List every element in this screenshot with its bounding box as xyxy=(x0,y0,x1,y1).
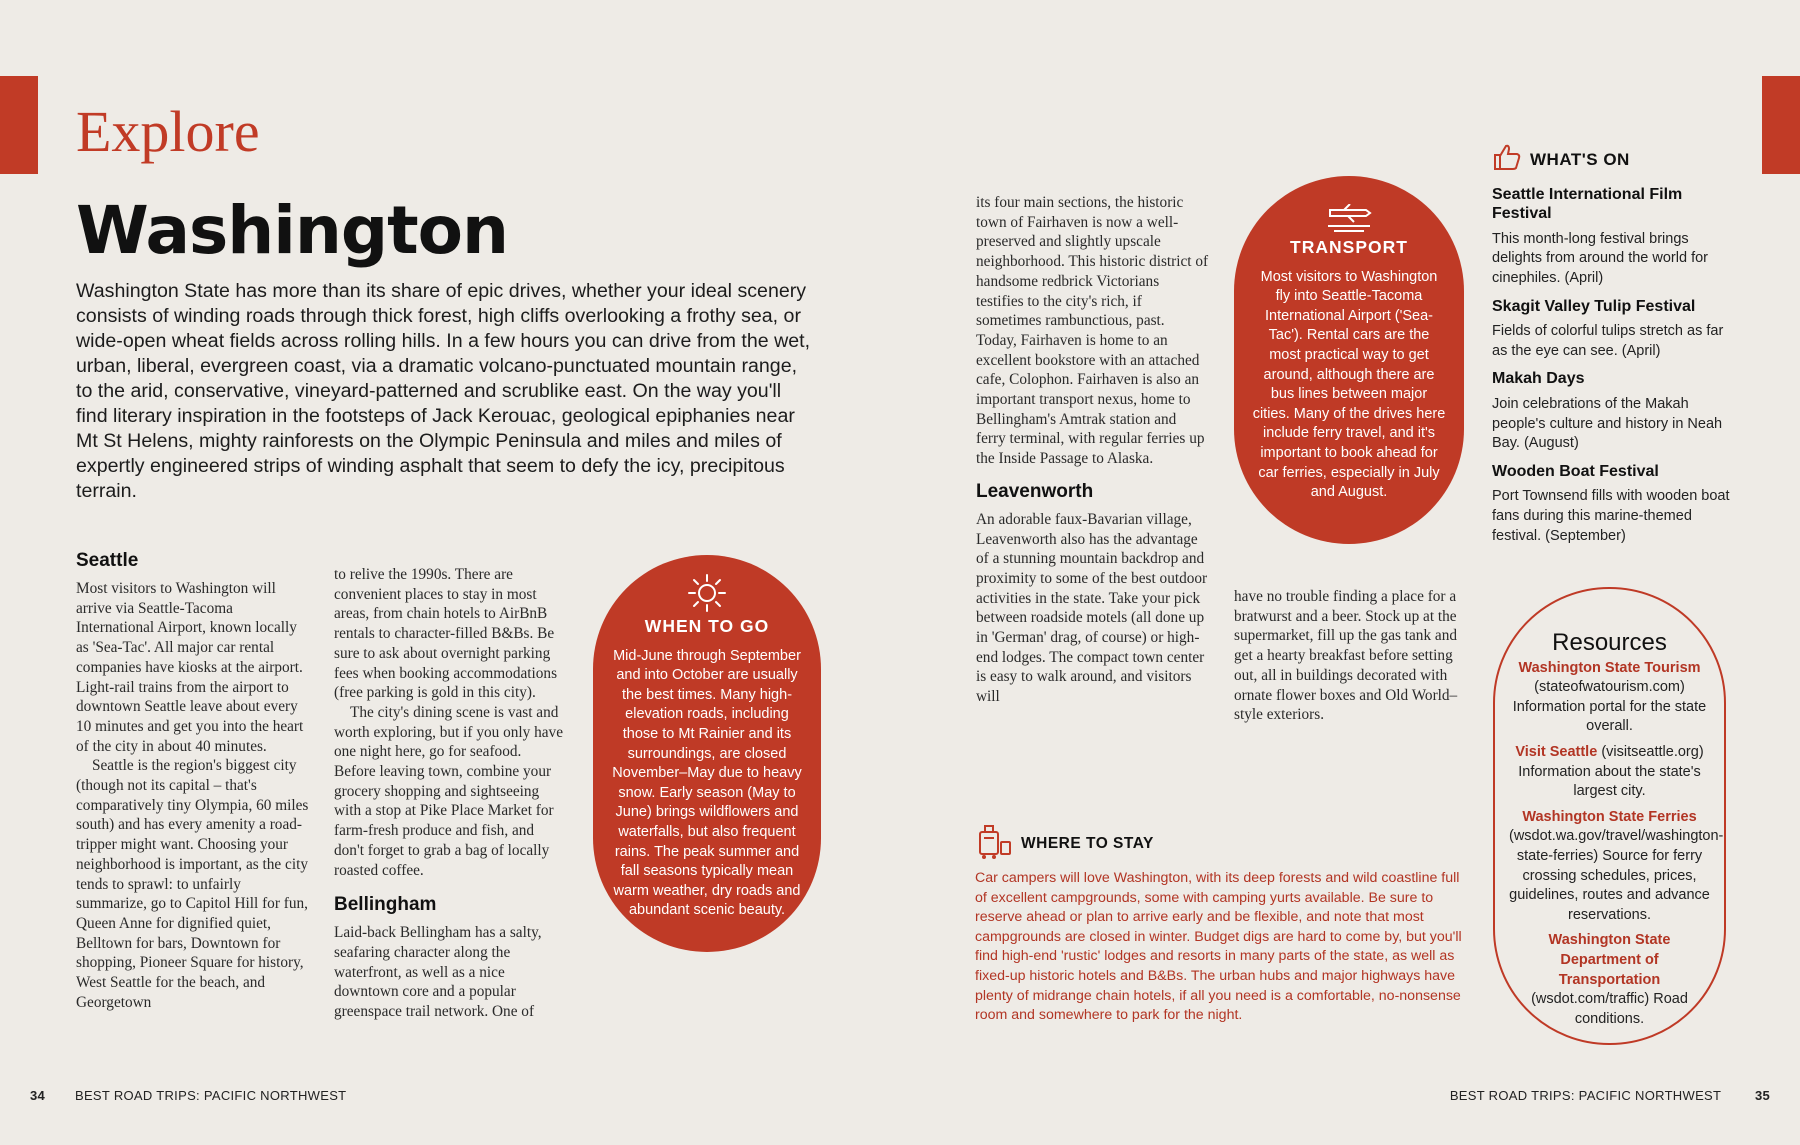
whats-on-box xyxy=(1492,142,1732,546)
event-name: Makah Days xyxy=(1492,370,1585,388)
where-to-stay-title: WHERE TO STAY xyxy=(1021,834,1154,852)
resource-desc: (visitseattle.org) Information about the state's largest city. xyxy=(1518,743,1704,800)
resource-desc: (stateofwatourism.com) Information portal for the state overall. xyxy=(1512,679,1707,735)
resource-desc: (wsdot.wa.gov/travel/washington-state-ferries) Source for ferry crossing schedules, prices, guidelines, routes and advance reservations. xyxy=(1509,828,1724,923)
whats-on-header xyxy=(1492,142,1732,177)
event-name: Skagit Valley Tulip Festival xyxy=(1492,297,1696,315)
leavenworth-heading: Leavenworth xyxy=(976,480,1094,502)
resource-item xyxy=(1509,659,1710,737)
bellingham-heading: Bellingham xyxy=(334,894,437,916)
book-title-right: BEST ROAD TRIPS: PACIFIC NORTHWEST xyxy=(1449,1088,1722,1103)
chapter-tab-right xyxy=(1762,76,1800,174)
leavenworth-paragraph-1: An adorable faux-Bavarian village, Leavenworth also has the advantage of a stunning mountain backdrop and proximity to some of the best outdoor activities in the state. Take your pick between roadside motels (all done up in 'German' drag, of course) or high-end lodges. The compact town center is easy to walk around, and visitors will xyxy=(976,510,1208,706)
luggage-icon xyxy=(975,822,1013,865)
chapter-tab-left xyxy=(0,76,38,174)
event-desc: Port Townsend fills with wooden boat fans during this marine-themed festival. (September) xyxy=(1492,488,1730,544)
event-desc: Fields of colorful tulips stretch as far as the eye can see. (April) xyxy=(1492,323,1724,359)
event-name: Seattle International Film Festival xyxy=(1492,185,1683,223)
resource-item xyxy=(1509,931,1710,1029)
when-to-go-text: Mid-June through September and into October are usually the best times. Many high-elevation roads, including those to Mt Rainier and its surroundings, are closed November–May due to heavy snow. Early season (May to June) brings wildflowers and waterfalls, but also frequent rains. The peak summer and fall seasons typically mean warm weather, dry roads and abundant scenic beauty. xyxy=(612,647,802,919)
event-desc: This month-long festival brings delights from around the world for cinephiles. (April) xyxy=(1492,230,1708,286)
seattle-section xyxy=(76,550,309,1012)
resource-name: Washington State Department of Transportation xyxy=(1548,932,1671,988)
resource-name: Washington State Tourism xyxy=(1518,659,1701,676)
resources-title: Resources xyxy=(1552,629,1667,656)
thumbs-up-icon xyxy=(1492,142,1522,177)
page-number-right: 35 xyxy=(1754,1088,1770,1103)
resources-box xyxy=(1493,587,1726,1045)
resource-name: Visit Seattle xyxy=(1515,743,1598,760)
book-title-left: BEST ROAD TRIPS: PACIFIC NORTHWEST xyxy=(74,1088,347,1103)
transport-text: Most visitors to Washington fly into Seattle-Tacoma International Airport ('Sea-Tac'). Rental cars are the most practical way to get around, although there are bus lines between major cities. Many of the drives here include ferry travel, and it's important to book ahead for car ferries, especially in July and August. xyxy=(1252,268,1446,501)
page-number-left: 34 xyxy=(30,1088,46,1103)
page-title: Washington xyxy=(76,192,508,269)
where-to-stay-text: Car campers will love Washington, with its deep forests and wild coastline full of excellent campgrounds, some with camping yurts available. Be sure to reserve ahead or plan to arrive early and be flexible, and note that most campgrounds are closed in winter. Budget digs are hard to come by, but you'll find high-end 'rustic' lodges and resorts in many parts of the state, as well as fixed-up historic hotels and B&Bs. The urban hubs and major highways have plenty of midrange chain hotels, if all you need is a comfortable, no-nonsense room and somewhere to park for the night. xyxy=(975,870,1462,1024)
event-desc: Join celebrations of the Makah people's culture and history in Neah Bay. (August) xyxy=(1492,395,1723,452)
resource-name: Washington State Ferries xyxy=(1522,808,1697,825)
footer-right xyxy=(1450,1088,1770,1103)
seattle-paragraph-1: Most visitors to Washington will arrive via Seattle-Tacoma International Airport, known locally as 'Sea-Tac'. All major car rental companies have kiosks at the airport. Light-rail trains from the airport to downtown Seattle leave about every 10 minutes and get you into the heart of the city in about 40 minutes. xyxy=(76,580,304,755)
when-to-go-box xyxy=(593,555,821,952)
sun-icon xyxy=(610,573,804,613)
column-four xyxy=(1234,587,1467,725)
when-to-go-title: WHEN TO GO xyxy=(644,616,770,636)
seattle-paragraph-4: The city's dining scene is vast and worth exploring, but if you only have one night here, go for seafood. Before leaving town, combine your grocery shopping and sightseeing with a stop at Pike Place Market for farm-fresh produce and fish, and don't forget to grab a bag of locally roasted coffee. xyxy=(334,703,563,879)
resource-desc: (wsdot.com/traffic) Road conditions. xyxy=(1531,991,1688,1027)
resource-item xyxy=(1509,743,1710,802)
where-to-stay-header xyxy=(975,822,1475,865)
bellingham-paragraph-2: its four main sections, the historic town of Fairhaven is now a well-preserved and slightly upscale neighborhood. This historic district of handsome redbrick Victorians testifies to the city's rich, if sometimes rambunctious, past. Today, Fairhaven is home to an excellent bookstore with an attached cafe, Colophon. Fairhaven is also an important transport nexus, home to Bellingham's Amtrak station and ferry terminal, with regular ferries up the Inside Passage to Alaska. xyxy=(976,194,1209,468)
leavenworth-paragraph-2: have no trouble finding a place for a bratwurst and a beer. Stock up at the supermarket, fill up the gas tank and get a hearty breakfast before setting out, all in buildings decorated with ornate flower boxes and Old World–style exteriors. xyxy=(1234,588,1458,724)
seattle-paragraph-3: to relive the 1990s. There are convenient places to stay in most areas, from chain hotels to AirBnB rentals to character-filled B&Bs. Be sure to ask about overnight parking fees when booking accommodations (free parking is gold in this city). xyxy=(334,566,558,702)
where-to-stay-box xyxy=(975,822,1475,1026)
seattle-heading: Seattle xyxy=(76,550,139,571)
whats-on-title: WHAT'S ON xyxy=(1530,149,1630,169)
events-list xyxy=(1492,185,1732,547)
plane-icon xyxy=(1252,204,1446,234)
event-name: Wooden Boat Festival xyxy=(1492,462,1659,480)
transport-title: TRANSPORT xyxy=(1290,237,1408,257)
transport-box xyxy=(1234,176,1464,544)
resource-item xyxy=(1509,808,1724,926)
footer-left xyxy=(30,1088,346,1103)
seattle-paragraph-2: Seattle is the region's biggest city (though not its capital – that's comparatively tiny Olympia, 60 miles south) and has every amenity a road-tripper might want. Choosing your neighborhood is important, as the city tends to sprawl: to unfairly summarize, go to Capitol Hill for fun, Queen Anne for dignified quiet, Belltown for bars, Downtown for shopping, Pioneer Square for history, West Seattle for the beach, and Georgetown xyxy=(76,757,309,1011)
kicker: Explore xyxy=(76,99,260,164)
intro-paragraph: Washington State has more than its share of epic drives, whether your ideal scenery consists of winding roads through thick forest, high cliffs overlooking a frothy sea, or wide-open wheat fields across rolling hills. In a few hours you can drive from the wet, urban, liberal, evergreen coast, via a dramatic volcano-punctuated mountain range, to the arid, conservative, vineyard-patterned and scrublike east. On the way you'll find literary inspiration in the footsteps of Jack Kerouac, geological epiphanies near Mt St Helens, mighty rainforests on the Olympic Peninsula and miles and miles of expertly engineered strips of winding asphalt that seem to defy the icy, precipitous terrain. xyxy=(76,280,811,502)
bellingham-paragraph-1: Laid-back Bellingham has a salty, seafaring character along the waterfront, as well as a nice downtown core and a popular greenspace trail network. One of xyxy=(334,924,542,1021)
column-two xyxy=(334,565,566,1022)
column-three xyxy=(976,193,1209,707)
